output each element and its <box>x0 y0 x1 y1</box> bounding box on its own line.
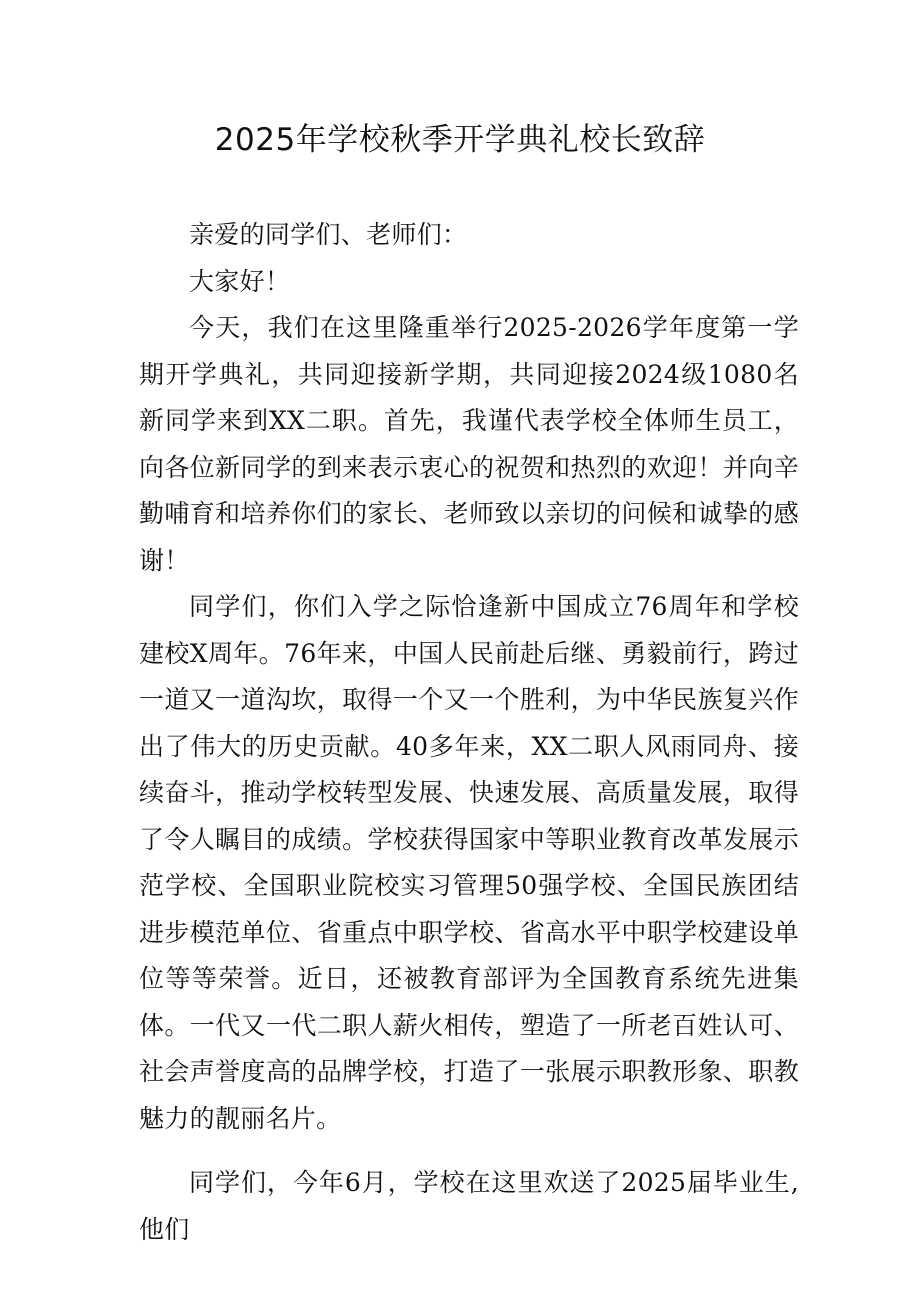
opening-paragraph: 今天，我们在这里隆重举行2025-2026学年度第一学期开学典礼，共同迎接新学期，共同迎接2024级1080名新同学来到XX二职。首先，我谨代表学校全体师生员工，向各位新同学的到来表示衷心的祝贺和热烈的欢迎！并向辛勤哺育和培养你们的家长、老师致以亲切的问候和诚挚的感谢！ <box>139 313 799 575</box>
graduates-paragraph: 同学们，今年6月，学校在这里欢送了2025届毕业生,他们 <box>139 1168 799 1244</box>
history-paragraph: 同学们，你们入学之际恰逢新中国成立76周年和学校建校X周年。76年来，中国人民前赴后继、勇毅前行，跨过一道又一道沟坎，取得一个又一个胜利，为中华民族复兴作出了伟大的历史贡献。40多年来，XX二职人风雨同舟、接续奋斗，推动学校转型发展、快速发展、高质量发展，取得了令人瞩目的成绩。学校获得国家中等职业教育改革发展示范学校、全国职业院校实习管理50强学校、全国民族团结进步模范单位、省重点中职学校、省高水平中职学校建设单位等等荣誉。近日，还被教育部评为全国教育系统先进集体。一代又一代二职人薪火相传，塑造了一所老百姓认可、社会声誉度高的品牌学校，打造了一张展示职教形象、职教魅力的靓丽名片。 <box>139 592 799 1133</box>
document-body <box>139 212 799 1253</box>
salutation-paragraph: 亲爱的同学们、老师们： <box>189 220 468 249</box>
greeting-paragraph: 大家好！ <box>189 266 291 296</box>
document-title: 2025年学校秋季开学典礼校长致辞 <box>214 122 706 158</box>
